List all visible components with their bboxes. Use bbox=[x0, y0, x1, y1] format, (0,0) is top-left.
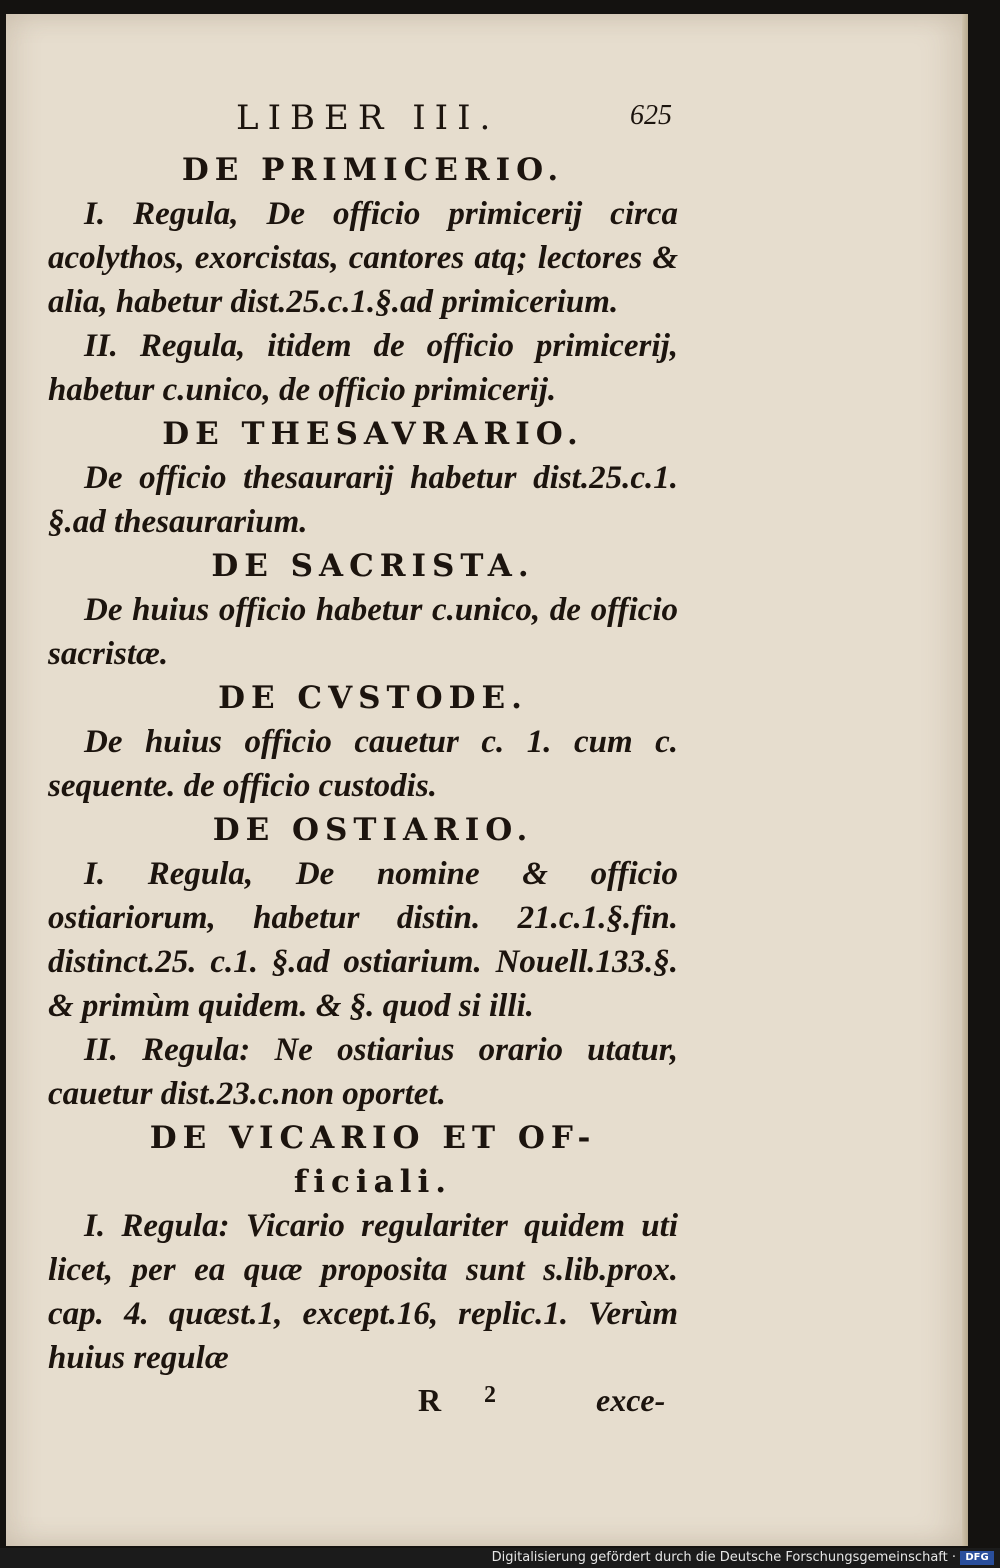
paragraph: I. Regula: Vicario regulariter quidem uti licet, per ea quæ proposita sunt s.lib.prox. cap. 4. quæst.1, except.16, replic.1. Verùm huius regulæ bbox=[48, 1208, 678, 1376]
catchword: exce- bbox=[596, 1382, 666, 1418]
text-block bbox=[48, 96, 678, 1430]
footer-bar bbox=[0, 1548, 1000, 1568]
running-head-title: LIBER III. bbox=[236, 98, 500, 138]
paragraph: De huius officio cauetur c. 1. cum c. sequente. de officio custodis. bbox=[48, 724, 678, 804]
paragraph: II. Regula: Ne ostiarius orario utatur, cauetur dist.23.c.non oportet. bbox=[48, 1032, 678, 1112]
paragraph: I. Regula, De officio primicerij circa acolythos, exorcistas, cantores atq; lectores & alia, habetur dist.25.c.1.§.ad primicerium. bbox=[48, 196, 678, 320]
paragraph: De huius officio habetur c.unico, de officio sacristæ. bbox=[48, 592, 678, 672]
page-edge bbox=[962, 14, 968, 1546]
paragraph: II. Regula, itidem de officio primicerij, habetur c.unico, de officio primicerij. bbox=[48, 328, 678, 408]
folio-number: 625 bbox=[630, 100, 672, 131]
section-heading: DE PRIMICERIO. bbox=[181, 152, 565, 188]
paragraph: I. Regula, De nomine & officio ostiariorum, habetur distin. 21.c.1.§.fin. distinct.25. c.1. §.ad ostiarium. Nouell.133.§. & primùm quidem. & §. quod si illi. bbox=[48, 856, 678, 1024]
section-heading-continued: ficiali. bbox=[293, 1164, 453, 1200]
section-heading: DE CVSTODE. bbox=[218, 680, 528, 716]
funding-notice: Digitalisierung gefördert durch die Deutsche Forschungsgemeinschaft · bbox=[491, 1550, 956, 1565]
book-page bbox=[6, 14, 968, 1546]
section-heading: DE THESAVRARIO. bbox=[162, 416, 584, 452]
section-heading: DE OSTIARIO. bbox=[212, 812, 534, 848]
section-heading: DE VICARIO ET OF- bbox=[149, 1120, 597, 1156]
signature-mark: R bbox=[418, 1382, 442, 1418]
section-heading: DE SACRISTA. bbox=[211, 548, 535, 584]
paragraph: De officio thesaurarij habetur dist.25.c.1. §.ad thesaurarium. bbox=[48, 460, 678, 540]
signature-line bbox=[48, 1380, 678, 1430]
signature-number: 2 bbox=[484, 1382, 496, 1408]
running-head bbox=[48, 96, 678, 148]
dfg-logo: DFG bbox=[960, 1551, 994, 1565]
